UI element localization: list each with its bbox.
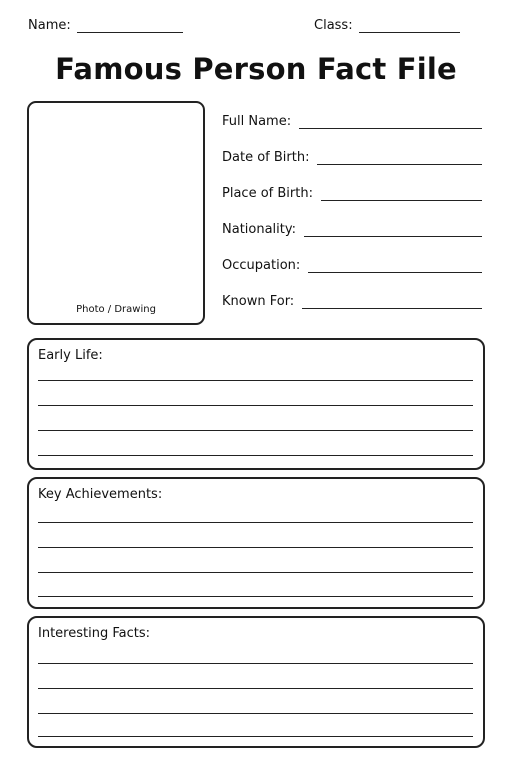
name-field	[28, 18, 183, 33]
field-nationality	[222, 219, 482, 237]
write-line[interactable]	[38, 688, 473, 689]
name-label: Name:	[28, 18, 71, 33]
field-known-for	[222, 291, 482, 309]
section-label: Key Achievements:	[38, 487, 163, 502]
write-line[interactable]	[38, 713, 473, 714]
interesting-facts-section	[27, 616, 485, 748]
write-line[interactable]	[38, 380, 473, 381]
field-occupation	[222, 255, 482, 273]
field-write-line[interactable]	[299, 115, 482, 129]
field-label: Occupation:	[222, 258, 301, 273]
key-achievements-section	[27, 477, 485, 609]
field-label: Place of Birth:	[222, 186, 313, 201]
field-label: Full Name:	[222, 114, 292, 129]
field-label: Nationality:	[222, 222, 297, 237]
write-line[interactable]	[38, 522, 473, 523]
write-line[interactable]	[38, 596, 473, 597]
field-write-line[interactable]	[321, 187, 482, 201]
field-full-name	[222, 111, 482, 129]
section-label: Interesting Facts:	[38, 626, 150, 641]
field-label: Known For:	[222, 294, 295, 309]
field-write-line[interactable]	[308, 259, 482, 273]
field-label: Date of Birth:	[222, 150, 310, 165]
write-line[interactable]	[38, 663, 473, 664]
write-line[interactable]	[38, 430, 473, 431]
photo-label: Photo / Drawing	[76, 304, 156, 315]
early-life-section	[27, 338, 485, 470]
class-field	[314, 18, 460, 33]
field-write-line[interactable]	[302, 295, 482, 309]
field-date-of-birth	[222, 147, 482, 165]
class-label: Class:	[314, 18, 353, 33]
section-label: Early Life:	[38, 348, 103, 363]
field-place-of-birth	[222, 183, 482, 201]
name-write-line[interactable]	[77, 18, 183, 33]
fact-fields	[222, 111, 482, 327]
worksheet-title: Famous Person Fact File	[55, 52, 457, 86]
field-write-line[interactable]	[304, 223, 482, 237]
write-line[interactable]	[38, 455, 473, 456]
field-write-line[interactable]	[317, 151, 482, 165]
photo-drawing-box[interactable]	[27, 101, 205, 325]
write-line[interactable]	[38, 547, 473, 548]
write-line[interactable]	[38, 405, 473, 406]
write-line[interactable]	[38, 736, 473, 737]
write-line[interactable]	[38, 572, 473, 573]
class-write-line[interactable]	[359, 18, 460, 33]
